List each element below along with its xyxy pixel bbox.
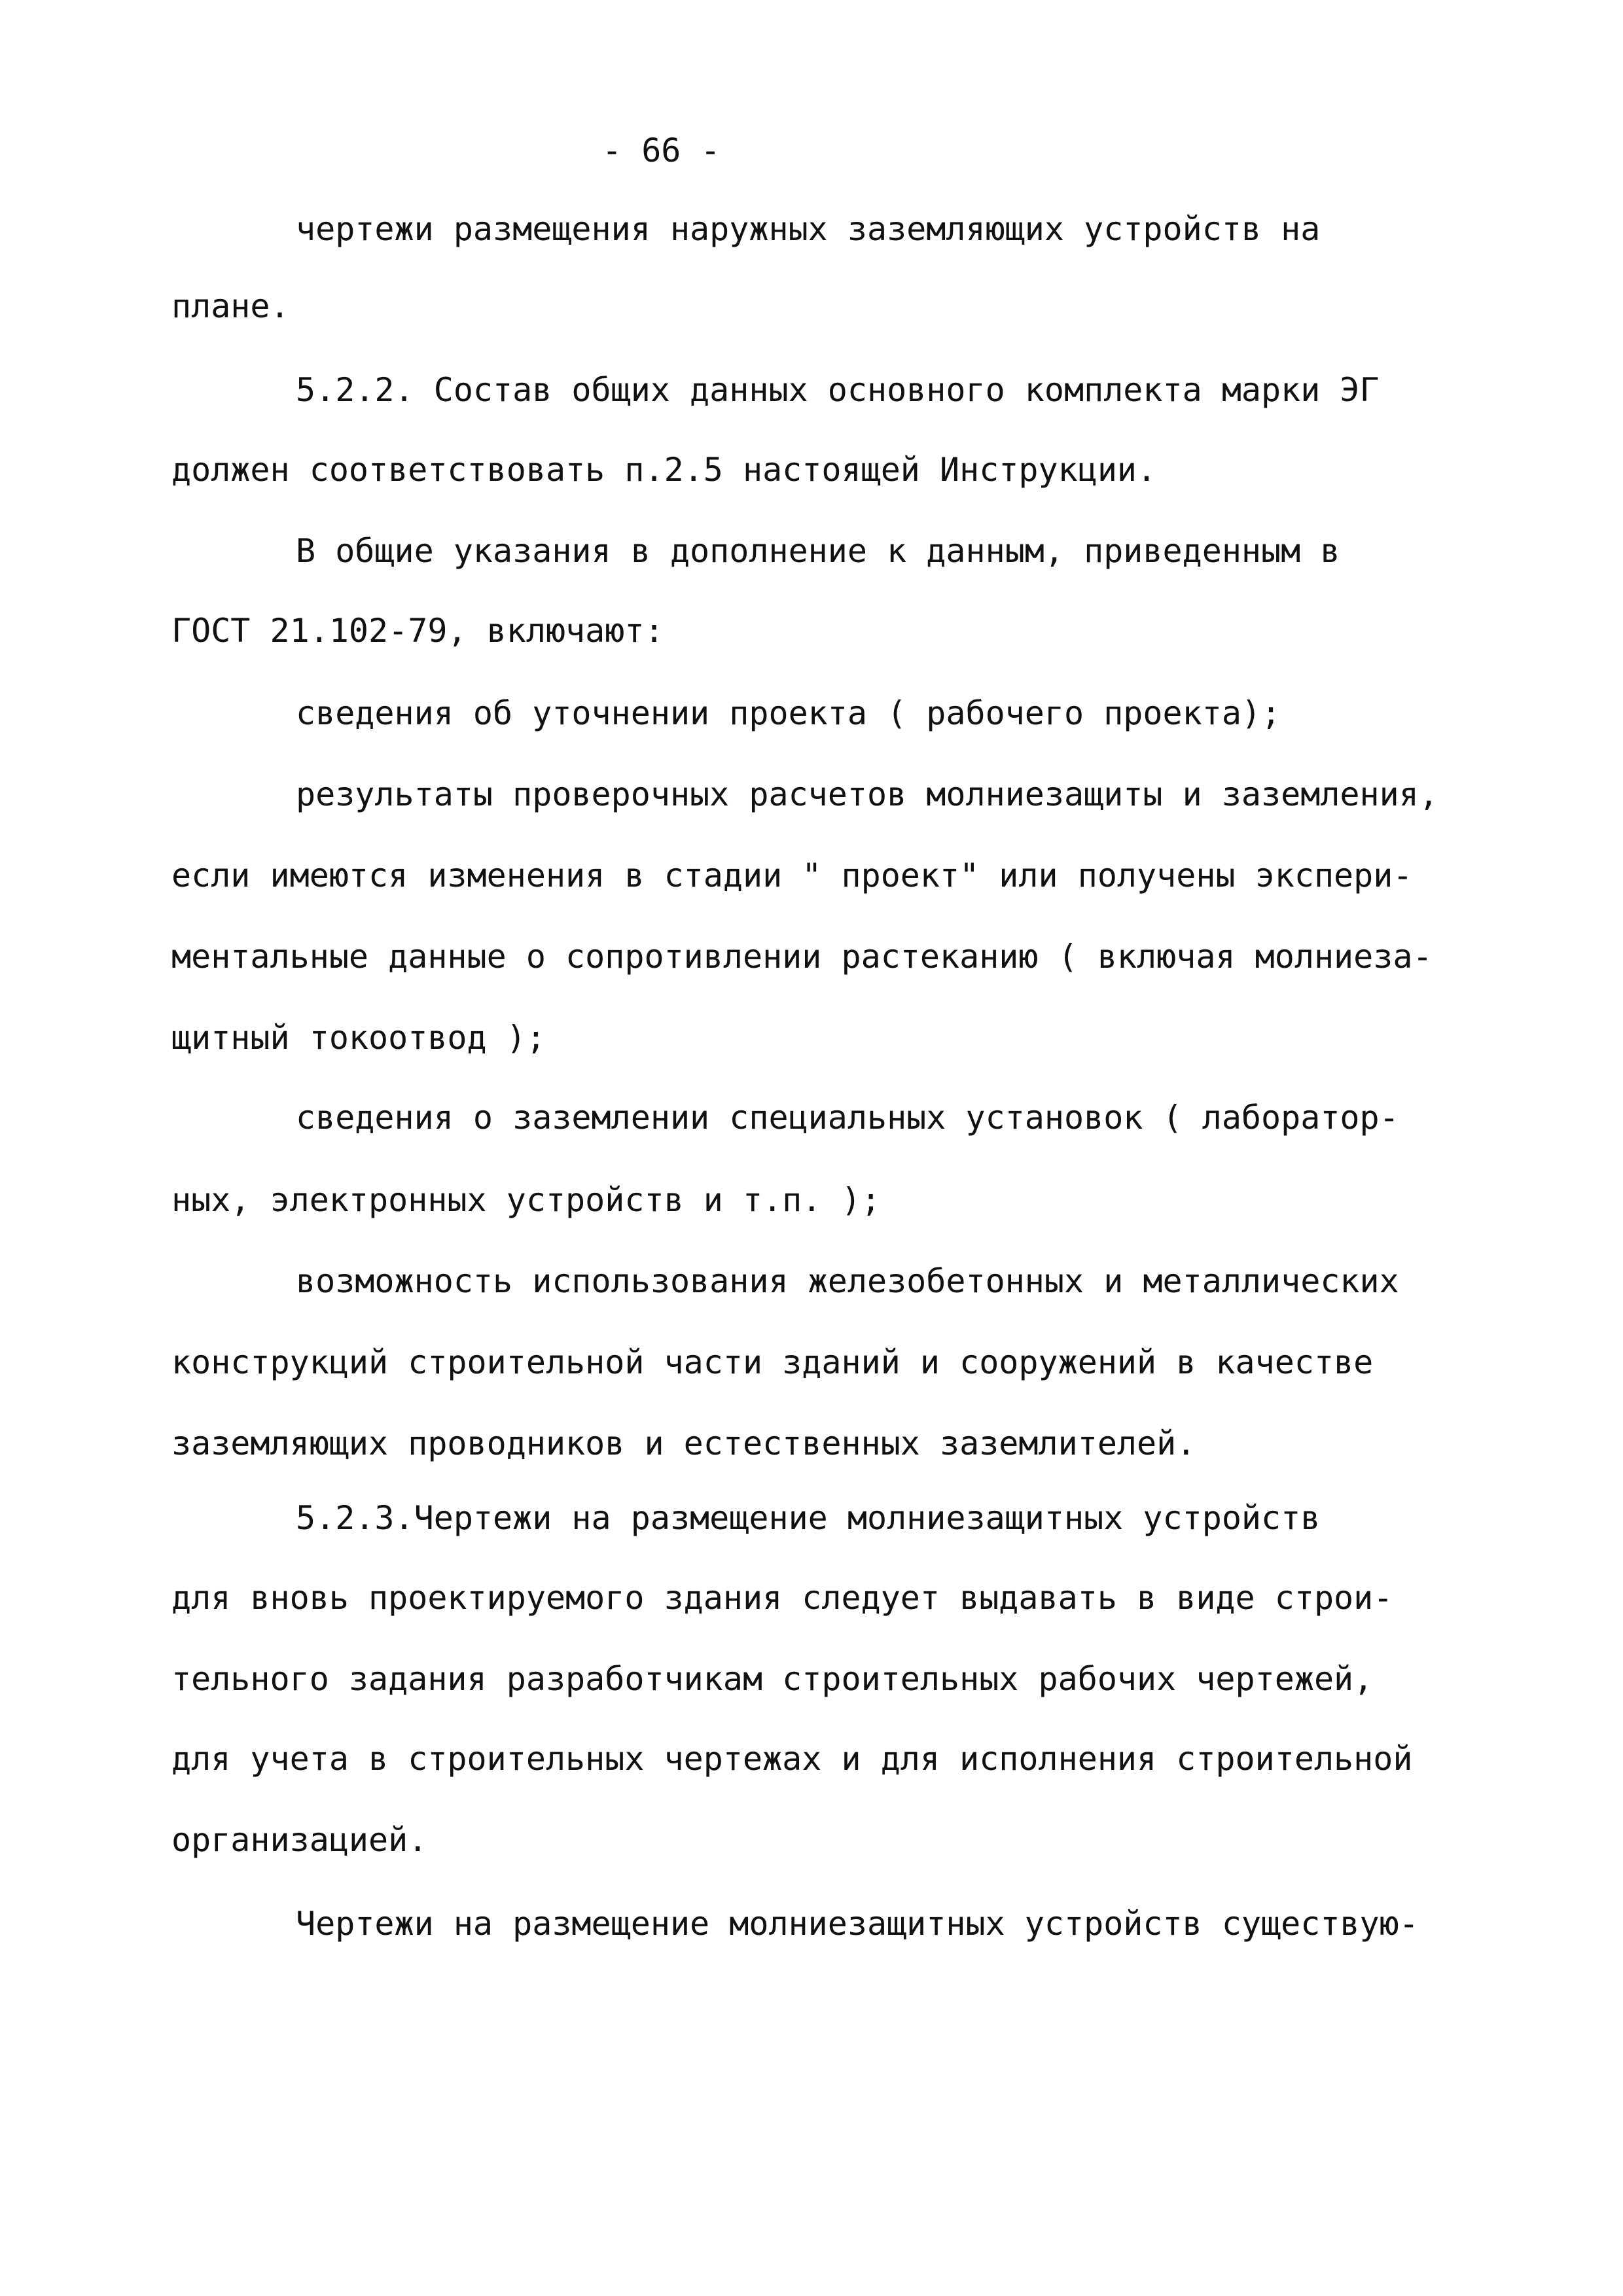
text-line: ных, электронных устройств и т.п. ); — [171, 1181, 881, 1219]
text-line: сведения об уточнении проекта ( рабочего проекта); — [296, 694, 1281, 732]
text-line: В общие указания в дополнение к данным, приведенным в — [296, 532, 1340, 570]
text-line: ментальные данные о сопротивлении растеканию ( включая молниеза- — [171, 938, 1433, 976]
text-line: тельного задания разработчикам строительных рабочих чертежей, — [171, 1660, 1374, 1698]
text-line: конструкций строительной части зданий и сооружений в качестве — [171, 1343, 1374, 1381]
text-line: Чертежи на размещение молниезащитных устройств существую- — [296, 1905, 1419, 1943]
page-number: - 66 - — [602, 132, 721, 169]
text-line: должен соответствовать п.2.5 настоящей Инструкции. — [171, 451, 1157, 489]
text-line: чертежи размещения наружных заземляющих устройств на — [296, 210, 1321, 248]
text-line: плане. — [171, 287, 290, 325]
text-line: для вновь проектируемого здания следует выдавать в виде строи- — [171, 1579, 1393, 1617]
text-line: организацией. — [171, 1821, 428, 1859]
text-line: ГОСТ 21.102-79, включают: — [171, 612, 664, 650]
text-line: для учета в строительных чертежах и для исполнения строительной — [171, 1740, 1413, 1778]
text-line: результаты проверочных расчетов молниезащиты и заземления, — [296, 775, 1438, 813]
text-line: если имеются изменения в стадии " проект" или получены экспери- — [171, 857, 1413, 894]
text-line: сведения о заземлении специальных установок ( лаборатор- — [296, 1099, 1399, 1137]
text-line: 5.2.3.Чертежи на размещение молниезащитных устройств — [296, 1499, 1321, 1537]
text-line: возможность использования железобетонных и металлических — [296, 1262, 1399, 1300]
text-line: заземляющих проводников и естественных заземлителей. — [171, 1424, 1196, 1462]
text-line: щитный токоотвод ); — [171, 1019, 546, 1057]
text-line: 5.2.2. Состав общих данных основного комплекта марки ЭГ — [296, 371, 1380, 409]
